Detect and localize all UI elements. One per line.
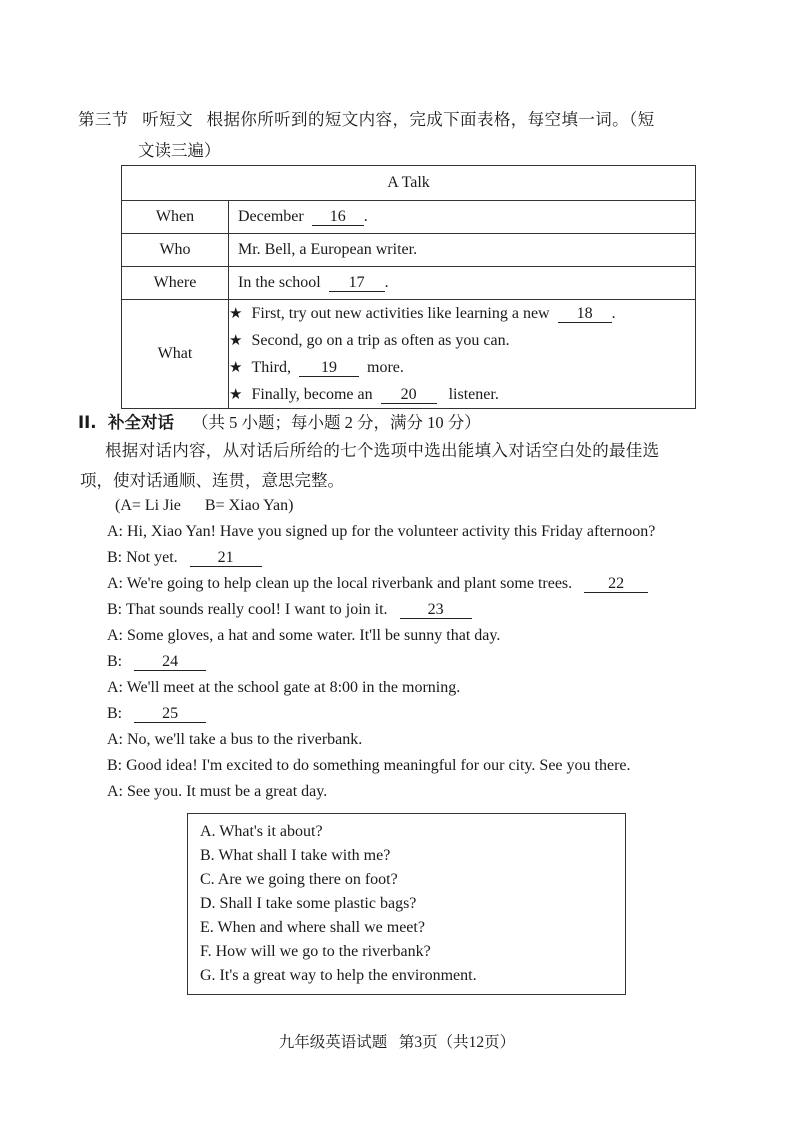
dialogue-line-7: A: We'll meet at the school gate at 8:00 in the morning. — [107, 679, 461, 696]
talk-table — [121, 165, 696, 409]
blank-20[interactable]: 20 — [381, 387, 437, 404]
blank-17[interactable]: 17 — [329, 275, 385, 292]
table-row-who — [122, 234, 696, 267]
what-item-3: ★ Third, 19 more. — [229, 358, 404, 376]
blank-25[interactable]: 25 — [134, 706, 206, 723]
page-footer: 九年级英语试题 第3页（共12页） — [278, 1034, 516, 1051]
option-c[interactable]: C. Are we going there on foot? — [200, 871, 398, 888]
blank-19[interactable]: 19 — [299, 360, 359, 377]
dialogue-line-8: B: 25 — [107, 705, 206, 723]
who-label: Who — [122, 234, 229, 267]
speakers: (A= Li Jie B= Xiao Yan) — [115, 497, 294, 514]
table-title: A Talk — [122, 166, 696, 201]
option-b[interactable]: B. What shall I take with me? — [200, 847, 391, 864]
dialogue-line-2: B: Not yet. 21 — [107, 549, 262, 567]
dialogue-line-6: B: 24 — [107, 653, 206, 671]
section3-name: 听短文 — [142, 110, 193, 129]
who-cell: Mr. Bell, a European writer. — [229, 234, 696, 267]
dialogue-line-11: A: See you. It must be a great day. — [107, 783, 328, 800]
option-d[interactable]: D. Shall I take some plastic bags? — [200, 895, 417, 912]
star-icon: ★ — [229, 358, 243, 376]
section3-heading — [78, 110, 655, 130]
option-g[interactable]: G. It's a great way to help the environment. — [200, 967, 477, 984]
section3-instruction: 根据你所听到的短文内容，完成下面表格，每空填一词。（短 — [206, 110, 655, 129]
section3-part: 第三节 — [78, 110, 129, 129]
option-f[interactable]: F. How will we go to the riverbank? — [200, 943, 431, 960]
part2-instruction: 根据对话内容，从对话后所给的七个选项中选出能填入对话空白处的最佳选 — [105, 441, 660, 460]
option-e[interactable]: E. When and where shall we meet? — [200, 919, 425, 936]
blank-18[interactable]: 18 — [558, 306, 612, 323]
blank-21[interactable]: 21 — [190, 550, 262, 567]
where-label: Where — [122, 267, 229, 300]
table-row-when — [122, 201, 696, 234]
dialogue-line-10: B: Good idea! I'm excited to do something meaningful for our city. See you there. — [107, 757, 631, 774]
star-icon: ★ — [229, 304, 243, 322]
part2-instruction-cont: 项，使对话通顺、连贯，意思完整。 — [80, 471, 344, 490]
dialogue-line-4: B: That sounds really cool! I want to join it. 23 — [107, 601, 472, 619]
part2-number: II. 补全对话 — [78, 413, 175, 432]
blank-16[interactable]: 16 — [312, 209, 364, 226]
what-item-4: ★ Finally, become an 20 listener. — [229, 385, 499, 403]
when-cell: December 16 . — [229, 201, 696, 234]
blank-22[interactable]: 22 — [584, 576, 648, 593]
blank-24[interactable]: 24 — [134, 654, 206, 671]
star-icon: ★ — [229, 331, 243, 349]
options-box — [187, 813, 626, 995]
table-row-where — [122, 267, 696, 300]
where-cell: In the school 17 . — [229, 267, 696, 300]
dialogue-line-1: A: Hi, Xiao Yan! Have you signed up for the volunteer activity this Friday afternoon? — [107, 523, 656, 540]
star-icon: ★ — [229, 385, 243, 403]
what-label: What — [122, 300, 229, 409]
part2-heading — [78, 413, 481, 433]
option-a[interactable]: A. What's it about? — [200, 823, 323, 840]
section3-instruction-cont: 文读三遍） — [138, 141, 221, 160]
dialogue-line-5: A: Some gloves, a hat and some water. It'll be sunny that day. — [107, 627, 501, 644]
part2-score: （共 5 小题；每小题 2 分，满分 10 分） — [192, 413, 481, 432]
blank-23[interactable]: 23 — [400, 602, 472, 619]
table-row-what — [122, 300, 696, 409]
what-item-2: ★ Second, go on a trip as often as you can. — [229, 331, 510, 349]
what-item-1: ★ First, try out new activities like learning a new 18 . — [229, 304, 616, 322]
dialogue-line-9: A: No, we'll take a bus to the riverbank. — [107, 731, 363, 748]
when-label: When — [122, 201, 229, 234]
dialogue-line-3: A: We're going to help clean up the local riverbank and plant some trees. 22 — [107, 575, 648, 593]
what-cell — [229, 300, 696, 409]
